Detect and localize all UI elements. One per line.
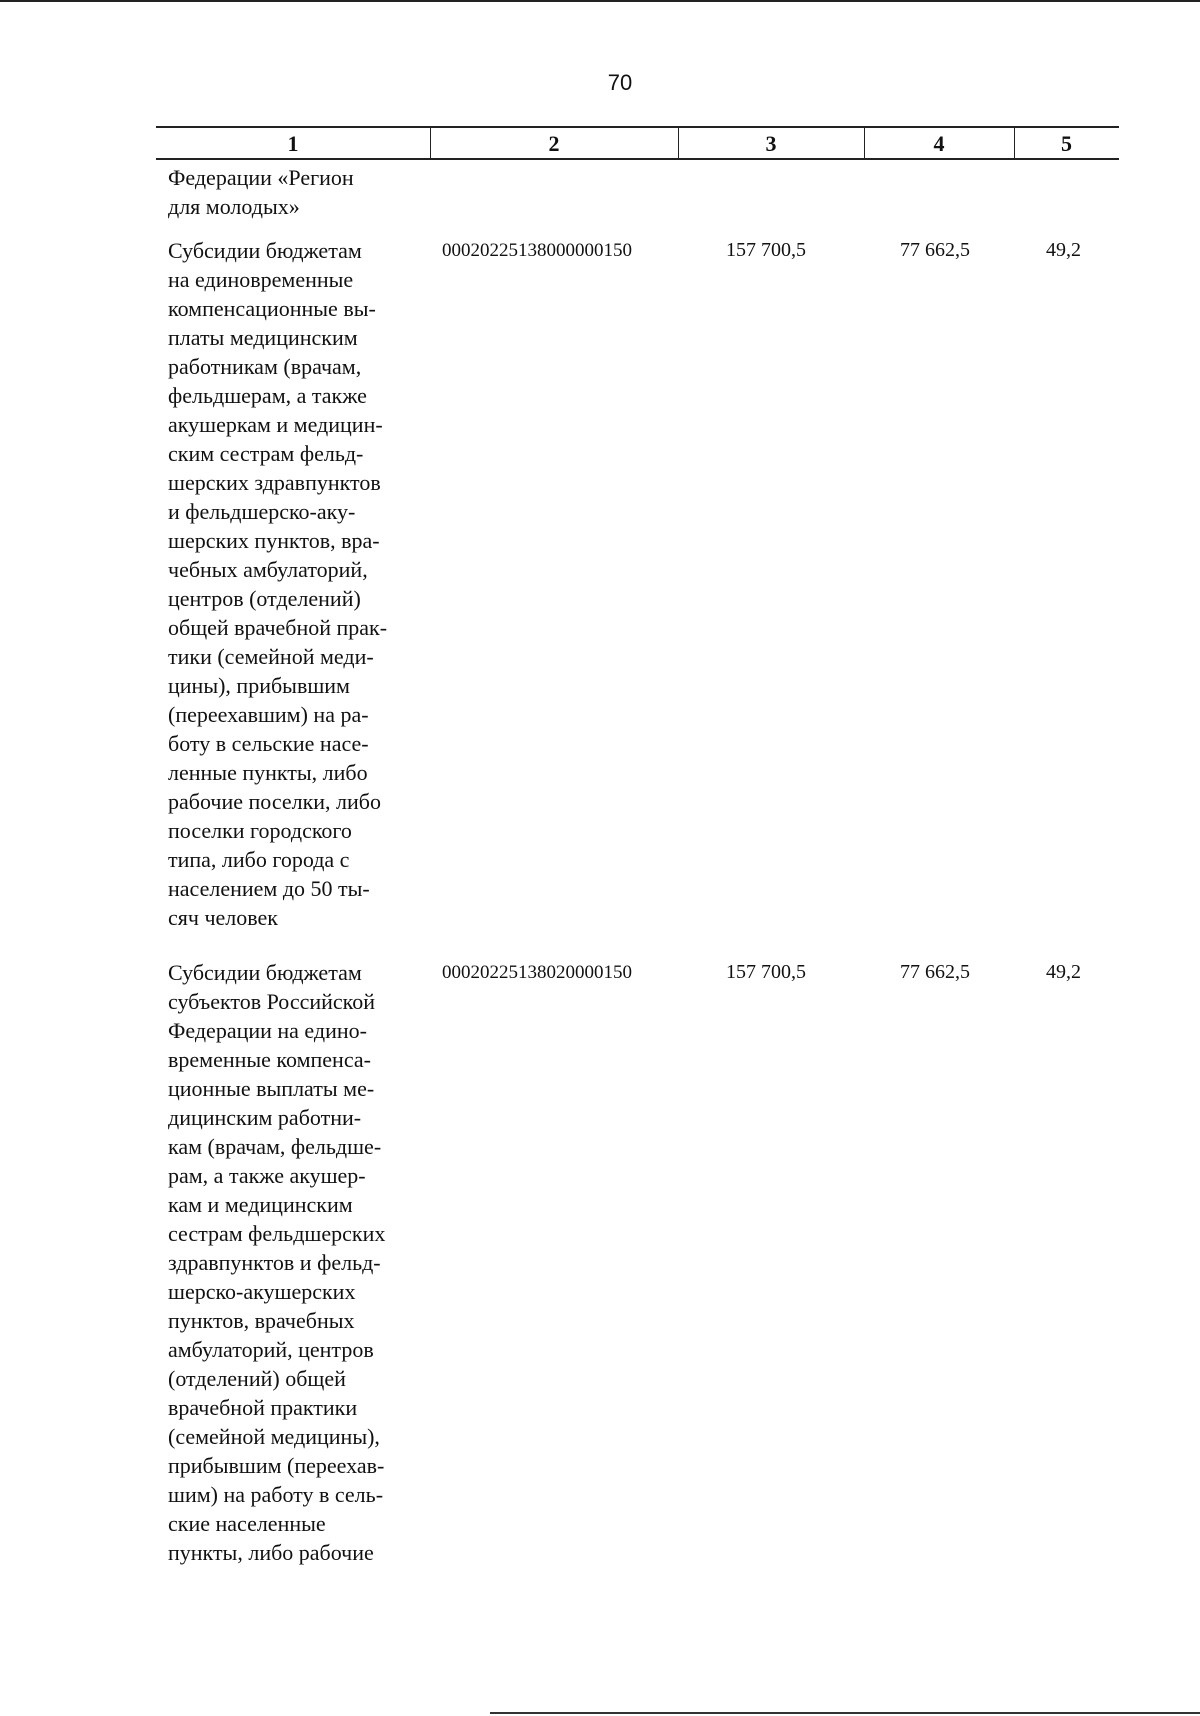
row-description: Федерации «Регион для молодых» xyxy=(168,165,354,219)
column-header-4: 4 xyxy=(933,131,945,156)
page-number: 70 xyxy=(607,70,633,95)
row-budget-code: 00020225138000000150 xyxy=(442,240,632,261)
row-value-col5: 49,2 xyxy=(1046,961,1081,983)
row-description: Субсидии бюджетам на единовременные компенсационные вы- платы медицинским работникам (врачам, фельдшерам, а также акушеркам и медицин- ским сестрам фельд- шерских здравпунктов и фельдшерско-аку- шерских пунктов, вра- чебных амбулаторий, центров (отделений) общей врачебной прак- тики (семейной меди- цины), прибывшим (переехавшим) на ра- боту в сельские насе- ленные пункты, либо рабочие поселки, либо поселки городского типа, либо города с населением до 50 ты- сяч человек xyxy=(168,238,388,930)
row-description: Субсидии бюджетам субъектов Российской Федерации на едино- временные компенса- ционные выплаты ме- дицинским работни- кам (врачам, фельдше- рам, а также акушер- кам и медицинским сестрам фельдшерских здравпунктов и фельд- шерско-акушерских пунктов, врачебных амбулаторий, центров (отделений) общей врачебной практики (семейной медицины), прибывшим (переехав- шим) на работу в сель- ские населенные пункты, либо рабочие xyxy=(168,960,386,1565)
column-header-5: 5 xyxy=(1061,131,1072,156)
page-top-border xyxy=(0,0,1200,2)
page-bottom-border xyxy=(490,1712,1200,1714)
row-value-col4: 77 662,5 xyxy=(900,961,970,983)
row-value-col5: 49,2 xyxy=(1046,239,1081,261)
column-header-2: 2 xyxy=(548,131,560,156)
column-header-1: 1 xyxy=(287,131,299,156)
row-budget-code: 00020225138020000150 xyxy=(442,962,632,983)
row-value-col3: 157 700,5 xyxy=(726,961,806,983)
row-value-col3: 157 700,5 xyxy=(726,239,806,261)
row-value-col4: 77 662,5 xyxy=(900,239,970,261)
table-header-bottom-line xyxy=(156,158,1119,160)
table-header-top-line xyxy=(156,126,1119,128)
column-header-3: 3 xyxy=(765,131,777,156)
